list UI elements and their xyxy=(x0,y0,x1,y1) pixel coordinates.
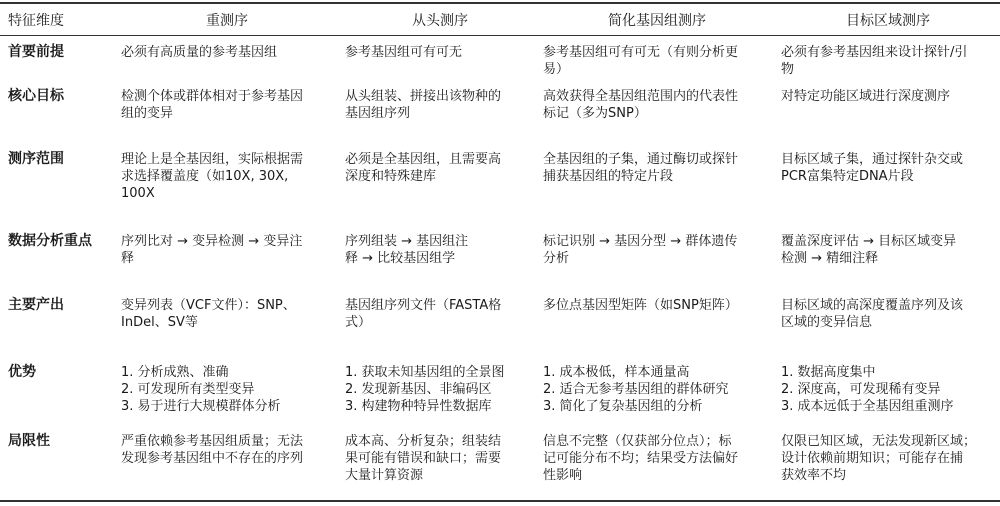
table-cell: 参考基因组可有可无 xyxy=(345,45,463,60)
row-feature: 数据分析重点 xyxy=(8,233,92,249)
table-cell: 序列比对 → 变异检测 → 变异注 释 xyxy=(121,234,303,266)
table-cell: 1. 数据高度集中 2. 深度高，可发现稀有变异 3. 成本远低于全基因组重测序 xyxy=(781,365,954,414)
row-feature: 首要前提 xyxy=(8,44,64,60)
row-feature: 主要产出 xyxy=(8,297,64,313)
table-cell: 参考基因组可有可无（有则分析更 易） xyxy=(543,45,739,77)
table-cell: 全基因组的子集，通过酶切或探针 捕获基因组的特定片段 xyxy=(543,152,739,184)
row-feature: 优势 xyxy=(8,364,36,380)
table-cell: 必须有高质量的参考基因组 xyxy=(121,45,278,60)
table-cell: 仅限已知区域，无法发现新区域； 设计依赖前期知识；可能存在捕 获效率不均 xyxy=(781,434,977,483)
header-reduced-representation: 简化基因组测序 xyxy=(608,12,706,29)
table-cell: 多位点基因型矩阵（如SNP矩阵） xyxy=(543,298,738,313)
table-cell: 对特定功能区域进行深度测序 xyxy=(781,89,951,104)
header-feature: 特征维度 xyxy=(8,12,64,29)
table-cell: 1. 获取未知基因组的全景图 2. 发现新基因、非编码区 3. 构建物种特异性数据库 xyxy=(345,365,505,414)
table-cell: 标记识别 → 基因分型 → 群体遗传 分析 xyxy=(543,234,738,266)
table-cell: 变异列表（VCF文件）：SNP、 InDel、SV等 xyxy=(121,298,296,330)
table-cell: 目标区域子集，通过探针杂交或 PCR富集特定DNA片段 xyxy=(781,152,964,184)
table-cell: 1. 分析成熟、准确 2. 可发现所有类型变异 3. 易于进行大规模群体分析 xyxy=(121,365,281,414)
table-cell: 覆盖深度评估 → 目标区域变异 检测 → 精细注释 xyxy=(781,234,957,266)
table-cell: 必须是全基因组，且需要高 深度和特殊建库 xyxy=(345,152,502,184)
header-targeted: 目标区域测序 xyxy=(846,12,930,29)
table-cell: 成本高、分析复杂；组装结 果可能有错误和缺口；需要 大量计算资源 xyxy=(345,434,502,483)
row-feature: 局限性 xyxy=(8,433,50,449)
table-cell: 目标区域的高深度覆盖序列及该 区域的变异信息 xyxy=(781,298,964,330)
table-header-rule xyxy=(0,35,1000,36)
table-cell: 信息不完整（仅获部分位点）；标 记可能分布不均；结果受方法偏好 性影响 xyxy=(543,434,739,483)
table-cell: 序列组装 → 基因组注 释 → 比较基因组学 xyxy=(345,234,469,266)
header-de-novo: 从头测序 xyxy=(412,12,468,29)
table-cell: 必须有参考基因组来设计探针/引 物 xyxy=(781,45,968,77)
row-feature: 测序范围 xyxy=(8,151,64,167)
table-cell: 检测个体或群体相对于参考基因 组的变异 xyxy=(121,89,304,121)
table-cell: 从头组装、拼接出该物种的 基因组序列 xyxy=(345,89,502,121)
table-cell: 严重依赖参考基因组质量；无法 发现参考基因组中不存在的序列 xyxy=(121,434,304,466)
table-bottom-rule xyxy=(0,500,1000,502)
table-cell: 理论上是全基因组，实际根据需 求选择覆盖度（如10X, 30X, 100X xyxy=(121,152,304,201)
header-resequencing: 重测序 xyxy=(206,12,248,29)
table-cell: 高效获得全基因组范围内的代表性 标记（多为SNP） xyxy=(543,89,739,121)
table-cell: 基因组序列文件（FASTA格 式） xyxy=(345,298,502,330)
row-feature: 核心目标 xyxy=(8,88,64,104)
table-cell: 1. 成本极低，样本通量高 2. 适合无参考基因组的群体研究 3. 简化了复杂基因组的分析 xyxy=(543,365,729,414)
